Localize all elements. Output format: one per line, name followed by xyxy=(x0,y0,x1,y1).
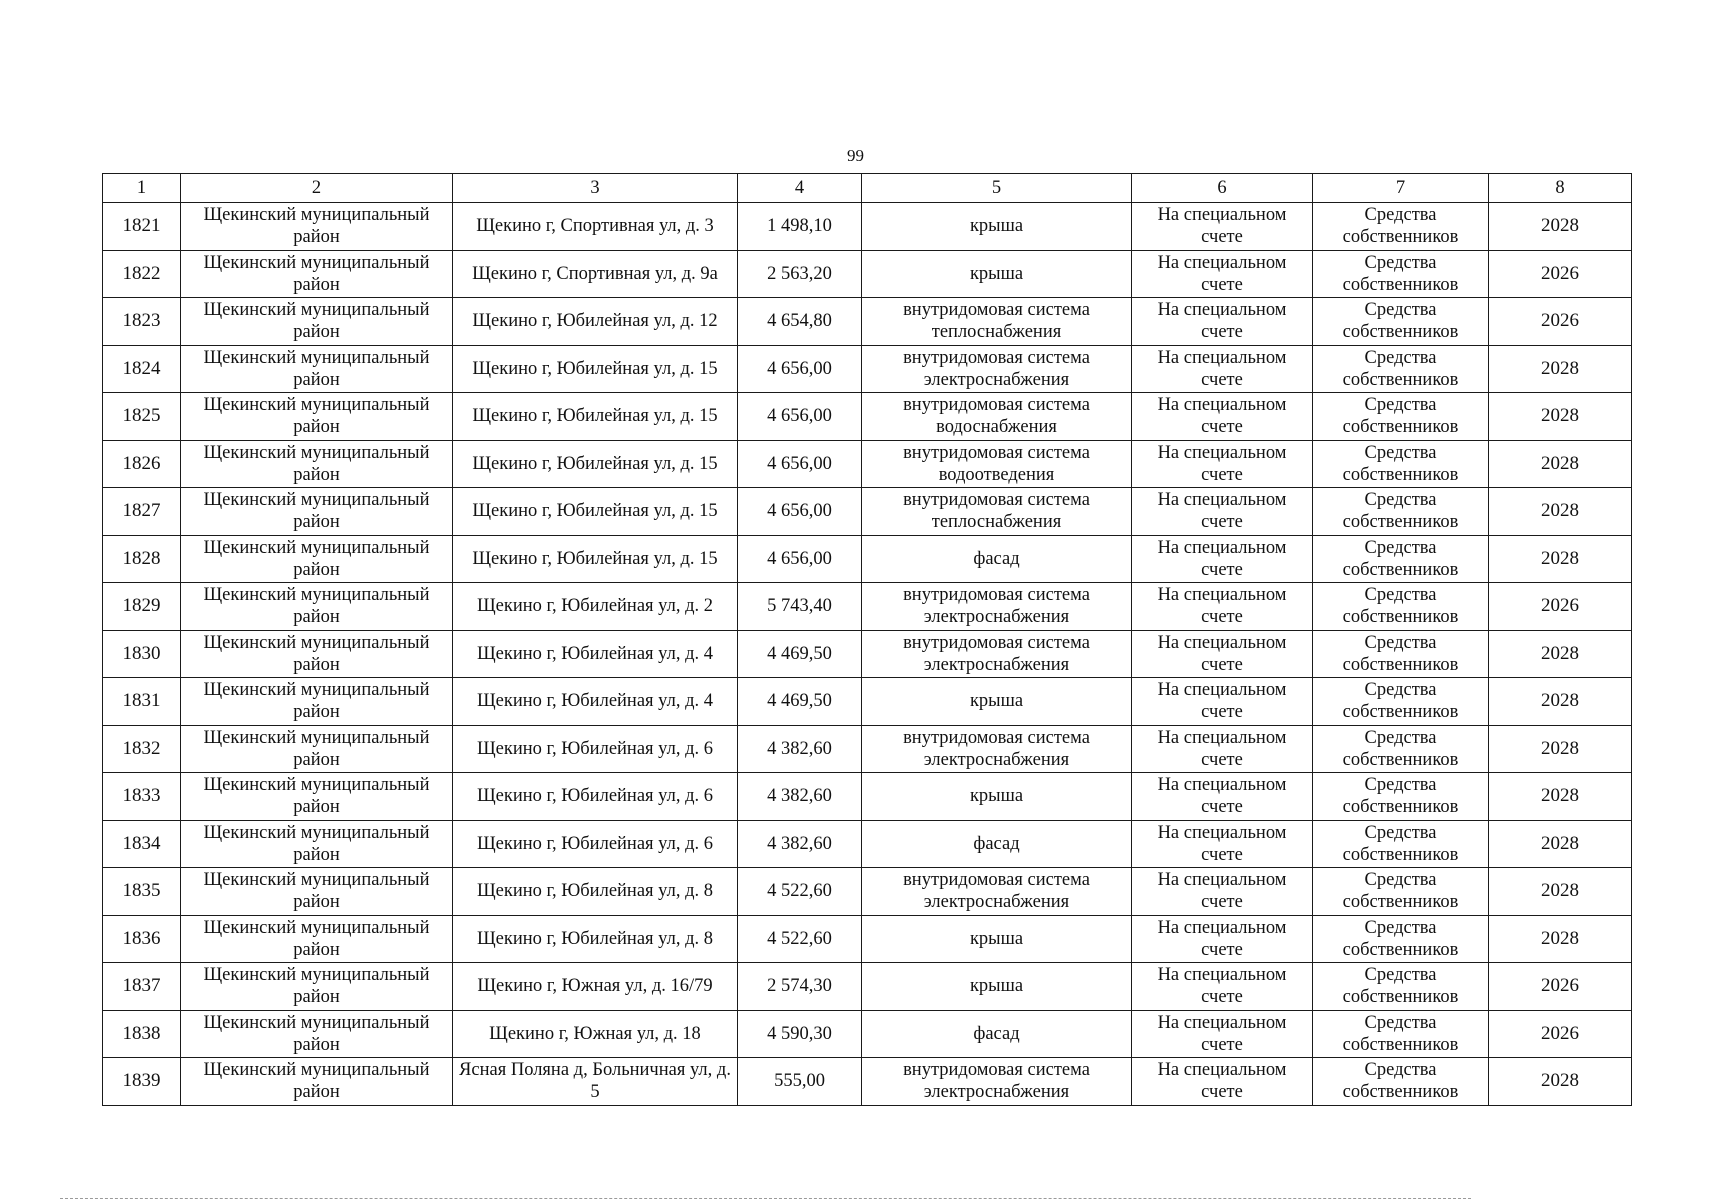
row-number-cell: 1829 xyxy=(103,583,181,631)
work-type-cell: внутридомовая система теплоснабжения xyxy=(862,298,1132,346)
table-row xyxy=(103,678,1632,726)
work-type-cell: крыша xyxy=(862,963,1132,1011)
work-type-cell: внутридомовая система электроснабжения xyxy=(862,725,1132,773)
row-number-cell: 1825 xyxy=(103,393,181,441)
fund-account-cell: На специальном счете xyxy=(1132,963,1313,1011)
municipality-cell: Щекинский муниципальный район xyxy=(181,820,453,868)
table-row xyxy=(103,535,1632,583)
row-number-cell: 1822 xyxy=(103,250,181,298)
fund-account-cell: На специальном счете xyxy=(1132,868,1313,916)
fund-account-cell: На специальном счете xyxy=(1132,1058,1313,1106)
fund-account-cell: На специальном счете xyxy=(1132,535,1313,583)
address-cell: Щекино г, Юбилейная ул, д. 8 xyxy=(453,915,738,963)
area-cell: 2 563,20 xyxy=(738,250,862,298)
address-cell: Щекино г, Юбилейная ул, д. 15 xyxy=(453,393,738,441)
table-body xyxy=(103,203,1632,1106)
table-row xyxy=(103,203,1632,251)
fund-account-cell: На специальном счете xyxy=(1132,915,1313,963)
address-cell: Щекино г, Юбилейная ул, д. 6 xyxy=(453,725,738,773)
area-cell: 4 654,80 xyxy=(738,298,862,346)
work-type-cell: внутридомовая система электроснабжения xyxy=(862,345,1132,393)
area-cell: 4 656,00 xyxy=(738,440,862,488)
fund-account-cell: На специальном счете xyxy=(1132,725,1313,773)
municipality-cell: Щекинский муниципальный район xyxy=(181,1010,453,1058)
row-number-cell: 1821 xyxy=(103,203,181,251)
year-cell: 2028 xyxy=(1489,393,1632,441)
address-cell: Щекино г, Юбилейная ул, д. 6 xyxy=(453,773,738,821)
year-cell: 2028 xyxy=(1489,820,1632,868)
year-cell: 2028 xyxy=(1489,915,1632,963)
address-cell: Щекино г, Юбилейная ул, д. 15 xyxy=(453,440,738,488)
work-type-cell: фасад xyxy=(862,820,1132,868)
funding-source-cell: Средства собственников xyxy=(1313,773,1489,821)
year-cell: 2026 xyxy=(1489,963,1632,1011)
funding-source-cell: Средства собственников xyxy=(1313,535,1489,583)
funding-source-cell: Средства собственников xyxy=(1313,488,1489,536)
fund-account-cell: На специальном счете xyxy=(1132,298,1313,346)
year-cell: 2028 xyxy=(1489,1058,1632,1106)
area-cell: 4 469,50 xyxy=(738,678,862,726)
municipality-cell: Щекинский муниципальный район xyxy=(181,535,453,583)
table-row xyxy=(103,488,1632,536)
funding-source-cell: Средства собственников xyxy=(1313,393,1489,441)
table-row xyxy=(103,868,1632,916)
year-cell: 2028 xyxy=(1489,868,1632,916)
address-cell: Щекино г, Юбилейная ул, д. 15 xyxy=(453,345,738,393)
municipality-cell: Щекинский муниципальный район xyxy=(181,725,453,773)
address-cell: Щекино г, Спортивная ул, д. 9а xyxy=(453,250,738,298)
area-cell: 4 469,50 xyxy=(738,630,862,678)
municipality-cell: Щекинский муниципальный район xyxy=(181,250,453,298)
year-cell: 2028 xyxy=(1489,725,1632,773)
work-type-cell: внутридомовая система электроснабжения xyxy=(862,583,1132,631)
table-row xyxy=(103,1010,1632,1058)
municipality-cell: Щекинский муниципальный район xyxy=(181,963,453,1011)
year-cell: 2026 xyxy=(1489,583,1632,631)
municipality-cell: Щекинский муниципальный район xyxy=(181,915,453,963)
table-row xyxy=(103,630,1632,678)
work-type-cell: крыша xyxy=(862,250,1132,298)
area-cell: 4 656,00 xyxy=(738,535,862,583)
work-type-cell: фасад xyxy=(862,1010,1132,1058)
address-cell: Щекино г, Юбилейная ул, д. 2 xyxy=(453,583,738,631)
address-cell: Щекино г, Юбилейная ул, д. 15 xyxy=(453,535,738,583)
year-cell: 2028 xyxy=(1489,678,1632,726)
year-cell: 2028 xyxy=(1489,203,1632,251)
funding-source-cell: Средства собственников xyxy=(1313,298,1489,346)
row-number-cell: 1839 xyxy=(103,1058,181,1106)
address-cell: Щекино г, Южная ул, д. 18 xyxy=(453,1010,738,1058)
year-cell: 2028 xyxy=(1489,773,1632,821)
row-number-cell: 1823 xyxy=(103,298,181,346)
table-row xyxy=(103,820,1632,868)
municipality-cell: Щекинский муниципальный район xyxy=(181,298,453,346)
funding-source-cell: Средства собственников xyxy=(1313,820,1489,868)
year-cell: 2026 xyxy=(1489,1010,1632,1058)
municipality-cell: Щекинский муниципальный район xyxy=(181,773,453,821)
table-row xyxy=(103,963,1632,1011)
fund-account-cell: На специальном счете xyxy=(1132,678,1313,726)
address-cell: Щекино г, Юбилейная ул, д. 12 xyxy=(453,298,738,346)
funding-source-cell: Средства собственников xyxy=(1313,630,1489,678)
table-row xyxy=(103,345,1632,393)
work-type-cell: внутридомовая система электроснабжения xyxy=(862,630,1132,678)
row-number-cell: 1834 xyxy=(103,820,181,868)
address-cell: Щекино г, Юбилейная ул, д. 15 xyxy=(453,488,738,536)
work-type-cell: внутридомовая система электроснабжения xyxy=(862,1058,1132,1106)
work-type-cell: внутридомовая система электроснабжения xyxy=(862,868,1132,916)
address-cell: Щекино г, Юбилейная ул, д. 4 xyxy=(453,678,738,726)
area-cell: 2 574,30 xyxy=(738,963,862,1011)
area-cell: 4 382,60 xyxy=(738,725,862,773)
fund-account-cell: На специальном счете xyxy=(1132,820,1313,868)
row-number-cell: 1830 xyxy=(103,630,181,678)
municipality-cell: Щекинский муниципальный район xyxy=(181,868,453,916)
year-cell: 2028 xyxy=(1489,345,1632,393)
area-cell: 4 382,60 xyxy=(738,820,862,868)
row-number-cell: 1831 xyxy=(103,678,181,726)
fund-account-cell: На специальном счете xyxy=(1132,773,1313,821)
address-cell: Щекино г, Юбилейная ул, д. 8 xyxy=(453,868,738,916)
table-row xyxy=(103,915,1632,963)
column-header: 5 xyxy=(862,174,1132,203)
funding-source-cell: Средства собственников xyxy=(1313,345,1489,393)
table-row xyxy=(103,725,1632,773)
work-type-cell: внутридомовая система водоснабжения xyxy=(862,393,1132,441)
fund-account-cell: На специальном счете xyxy=(1132,1010,1313,1058)
municipality-cell: Щекинский муниципальный район xyxy=(181,440,453,488)
year-cell: 2028 xyxy=(1489,488,1632,536)
row-number-cell: 1837 xyxy=(103,963,181,1011)
scan-edge-line xyxy=(60,1198,1471,1199)
column-header: 6 xyxy=(1132,174,1313,203)
area-cell: 4 382,60 xyxy=(738,773,862,821)
table-row xyxy=(103,298,1632,346)
row-number-cell: 1832 xyxy=(103,725,181,773)
address-cell: Щекино г, Южная ул, д. 16/79 xyxy=(453,963,738,1011)
row-number-cell: 1824 xyxy=(103,345,181,393)
column-header: 2 xyxy=(181,174,453,203)
page-number: 99 xyxy=(847,146,864,165)
address-cell: Ясная Поляна д, Больничная ул, д. 5 xyxy=(453,1058,738,1106)
funding-source-cell: Средства собственников xyxy=(1313,963,1489,1011)
municipality-cell: Щекинский муниципальный район xyxy=(181,678,453,726)
funding-source-cell: Средства собственников xyxy=(1313,203,1489,251)
year-cell: 2028 xyxy=(1489,630,1632,678)
municipality-cell: Щекинский муниципальный район xyxy=(181,345,453,393)
area-cell: 4 656,00 xyxy=(738,488,862,536)
work-type-cell: внутридомовая система теплоснабжения xyxy=(862,488,1132,536)
funding-source-cell: Средства собственников xyxy=(1313,868,1489,916)
column-header: 1 xyxy=(103,174,181,203)
row-number-cell: 1827 xyxy=(103,488,181,536)
municipality-cell: Щекинский муниципальный район xyxy=(181,583,453,631)
fund-account-cell: На специальном счете xyxy=(1132,488,1313,536)
funding-source-cell: Средства собственников xyxy=(1313,678,1489,726)
funding-source-cell: Средства собственников xyxy=(1313,250,1489,298)
capital-repair-register-table xyxy=(102,173,1632,1106)
row-number-cell: 1835 xyxy=(103,868,181,916)
year-cell: 2028 xyxy=(1489,440,1632,488)
fund-account-cell: На специальном счете xyxy=(1132,583,1313,631)
column-header: 4 xyxy=(738,174,862,203)
municipality-cell: Щекинский муниципальный район xyxy=(181,393,453,441)
fund-account-cell: На специальном счете xyxy=(1132,203,1313,251)
year-cell: 2026 xyxy=(1489,250,1632,298)
row-number-cell: 1828 xyxy=(103,535,181,583)
fund-account-cell: На специальном счете xyxy=(1132,393,1313,441)
municipality-cell: Щекинский муниципальный район xyxy=(181,630,453,678)
column-header: 8 xyxy=(1489,174,1632,203)
work-type-cell: внутридомовая система водоотведения xyxy=(862,440,1132,488)
municipality-cell: Щекинский муниципальный район xyxy=(181,1058,453,1106)
area-cell: 4 522,60 xyxy=(738,868,862,916)
area-cell: 4 656,00 xyxy=(738,393,862,441)
row-number-cell: 1833 xyxy=(103,773,181,821)
area-cell: 1 498,10 xyxy=(738,203,862,251)
column-header: 3 xyxy=(453,174,738,203)
row-number-cell: 1826 xyxy=(103,440,181,488)
work-type-cell: крыша xyxy=(862,203,1132,251)
year-cell: 2026 xyxy=(1489,298,1632,346)
table-row xyxy=(103,250,1632,298)
funding-source-cell: Средства собственников xyxy=(1313,1010,1489,1058)
area-cell: 4 656,00 xyxy=(738,345,862,393)
fund-account-cell: На специальном счете xyxy=(1132,345,1313,393)
municipality-cell: Щекинский муниципальный район xyxy=(181,203,453,251)
row-number-cell: 1838 xyxy=(103,1010,181,1058)
area-cell: 5 743,40 xyxy=(738,583,862,631)
municipality-cell: Щекинский муниципальный район xyxy=(181,488,453,536)
funding-source-cell: Средства собственников xyxy=(1313,725,1489,773)
table-row xyxy=(103,440,1632,488)
funding-source-cell: Средства собственников xyxy=(1313,1058,1489,1106)
area-cell: 555,00 xyxy=(738,1058,862,1106)
fund-account-cell: На специальном счете xyxy=(1132,630,1313,678)
funding-source-cell: Средства собственников xyxy=(1313,440,1489,488)
work-type-cell: крыша xyxy=(862,678,1132,726)
address-cell: Щекино г, Юбилейная ул, д. 4 xyxy=(453,630,738,678)
table-row xyxy=(103,773,1632,821)
address-cell: Щекино г, Юбилейная ул, д. 6 xyxy=(453,820,738,868)
work-type-cell: крыша xyxy=(862,773,1132,821)
fund-account-cell: На специальном счете xyxy=(1132,250,1313,298)
work-type-cell: крыша xyxy=(862,915,1132,963)
table-row xyxy=(103,393,1632,441)
year-cell: 2028 xyxy=(1489,535,1632,583)
header-row xyxy=(103,174,1632,203)
fund-account-cell: На специальном счете xyxy=(1132,440,1313,488)
table-row xyxy=(103,583,1632,631)
funding-source-cell: Средства собственников xyxy=(1313,583,1489,631)
work-type-cell: фасад xyxy=(862,535,1132,583)
row-number-cell: 1836 xyxy=(103,915,181,963)
funding-source-cell: Средства собственников xyxy=(1313,915,1489,963)
area-cell: 4 522,60 xyxy=(738,915,862,963)
area-cell: 4 590,30 xyxy=(738,1010,862,1058)
address-cell: Щекино г, Спортивная ул, д. 3 xyxy=(453,203,738,251)
table-row xyxy=(103,1058,1632,1106)
column-header: 7 xyxy=(1313,174,1489,203)
